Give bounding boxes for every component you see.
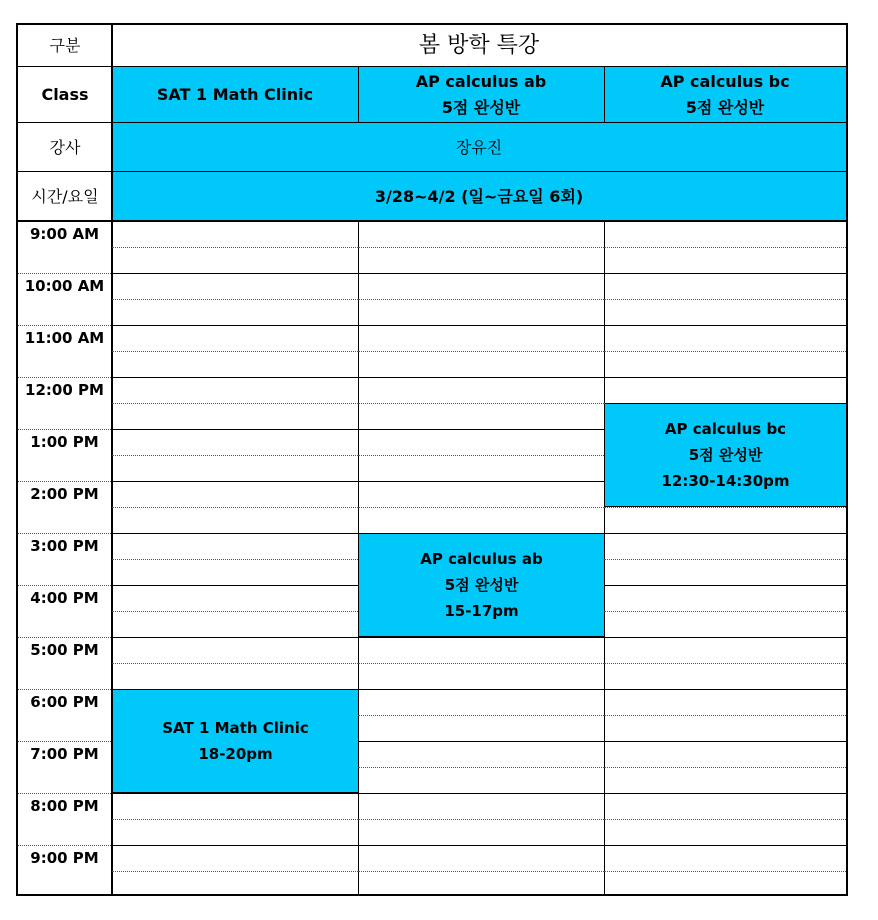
page-title: 봄 방학 특강 xyxy=(418,33,540,58)
half-hour-line xyxy=(112,663,358,664)
header-row-divider xyxy=(18,66,846,67)
event-text: AP calculus bc xyxy=(664,420,787,438)
half-hour-line xyxy=(604,819,846,820)
time-label: 9:00 PM xyxy=(30,849,99,867)
hour-line xyxy=(604,637,846,638)
half-hour-line xyxy=(604,299,846,300)
event-text: 15-17pm xyxy=(444,602,519,620)
instructor-label-cell xyxy=(18,123,112,172)
time-grid xyxy=(18,221,846,894)
class-name-calc-ab: AP calculus ab xyxy=(415,72,547,91)
hour-line xyxy=(112,481,358,482)
half-hour-line xyxy=(358,819,604,820)
time-label: 2:00 PM xyxy=(30,485,99,503)
instructor-name-cell xyxy=(112,123,846,172)
half-hour-line xyxy=(358,403,604,404)
schedule-cell xyxy=(112,172,846,221)
hour-line xyxy=(358,793,604,794)
event-text: SAT 1 Math Clinic xyxy=(162,719,309,737)
hour-line xyxy=(604,741,846,742)
time-label: 1:00 PM xyxy=(30,433,99,451)
label-column-divider xyxy=(111,25,113,221)
hour-line xyxy=(112,273,358,274)
schedule-dates: 3/28~4/2 (일~금요일 6회) xyxy=(374,186,584,206)
half-hour-line xyxy=(112,819,358,820)
timetable xyxy=(16,23,848,896)
half-hour-line xyxy=(358,351,604,352)
time-label: 7:00 PM xyxy=(30,745,99,763)
half-hour-line xyxy=(604,247,846,248)
half-hour-line xyxy=(112,611,358,612)
time-label: 9:00 AM xyxy=(29,225,100,243)
half-hour-line xyxy=(604,351,846,352)
hour-line xyxy=(112,793,358,794)
hour-line xyxy=(358,481,604,482)
half-hour-line xyxy=(604,767,846,768)
class-subtitle-calc-ab: 5점 완성반 xyxy=(441,98,521,117)
half-hour-line xyxy=(112,455,358,456)
half-hour-line xyxy=(604,871,846,872)
title-cell xyxy=(112,25,846,67)
class-event-block xyxy=(605,403,846,507)
event-text: AP calculus ab xyxy=(420,550,543,568)
class-name-sat: SAT 1 Math Clinic xyxy=(156,85,314,104)
class-label-cell xyxy=(18,67,112,123)
instructor-label: 강사 xyxy=(49,137,81,157)
class-header-sat xyxy=(112,67,358,123)
class-header-calc-bc xyxy=(604,67,846,123)
hour-line xyxy=(358,637,604,638)
half-hour-line xyxy=(604,715,846,716)
category-label: 구분 xyxy=(49,36,81,55)
time-label: 6:00 PM xyxy=(30,693,99,711)
half-hour-line xyxy=(358,507,604,508)
hour-line xyxy=(604,325,846,326)
half-hour-line xyxy=(604,663,846,664)
hour-line xyxy=(112,585,358,586)
hour-line xyxy=(604,689,846,690)
half-hour-line xyxy=(358,455,604,456)
half-hour-line xyxy=(112,247,358,248)
time-label: 4:00 PM xyxy=(30,589,99,607)
instructor-name: 장유진 xyxy=(455,137,503,157)
hour-line xyxy=(604,585,846,586)
hour-line xyxy=(358,741,604,742)
time-day-label: 시간/요일 xyxy=(31,186,99,206)
hour-line xyxy=(604,793,846,794)
class-header-calc-ab xyxy=(358,67,604,123)
class-column-divider xyxy=(358,67,359,123)
hour-line xyxy=(112,845,358,846)
class-event-block xyxy=(113,689,358,793)
event-text: 5점 완성반 xyxy=(444,576,519,594)
header-row-divider xyxy=(18,122,846,123)
hour-line xyxy=(358,845,604,846)
hour-line xyxy=(358,429,604,430)
half-hour-line xyxy=(358,663,604,664)
time-label: 12:00 PM xyxy=(25,381,104,399)
class-label: Class xyxy=(41,85,89,104)
hour-line xyxy=(604,845,846,846)
hour-line xyxy=(604,377,846,378)
event-text: 18-20pm xyxy=(198,745,273,763)
hour-line xyxy=(604,533,846,534)
class-event-block xyxy=(359,533,604,637)
half-hour-line xyxy=(358,299,604,300)
time-label: 11:00 AM xyxy=(24,329,105,347)
half-hour-line xyxy=(112,559,358,560)
half-hour-line xyxy=(358,871,604,872)
hour-line xyxy=(358,377,604,378)
half-hour-line xyxy=(112,351,358,352)
class-column-divider xyxy=(604,67,605,123)
hour-line xyxy=(112,429,358,430)
category-label-cell xyxy=(18,25,112,67)
half-hour-line xyxy=(358,715,604,716)
half-hour-line xyxy=(112,403,358,404)
hour-line xyxy=(112,325,358,326)
class-subtitle-calc-bc: 5점 완성반 xyxy=(685,98,765,117)
time-label: 3:00 PM xyxy=(30,537,99,555)
half-hour-line xyxy=(112,299,358,300)
event-text: 12:30-14:30pm xyxy=(661,472,790,490)
hour-line xyxy=(112,533,358,534)
half-hour-line xyxy=(112,507,358,508)
half-hour-line xyxy=(112,871,358,872)
header-row-divider xyxy=(18,171,846,172)
hour-line xyxy=(358,689,604,690)
time-label: 8:00 PM xyxy=(30,797,99,815)
hour-line xyxy=(112,377,358,378)
hour-line xyxy=(112,637,358,638)
half-hour-line xyxy=(604,559,846,560)
hour-line xyxy=(358,325,604,326)
hour-line xyxy=(604,273,846,274)
half-hour-line xyxy=(604,611,846,612)
time-label: 10:00 AM xyxy=(24,277,105,295)
event-text: 5점 완성반 xyxy=(688,446,763,464)
header-row-divider xyxy=(18,220,846,222)
class-name-calc-bc: AP calculus bc xyxy=(660,72,790,91)
half-hour-line xyxy=(604,507,846,508)
half-hour-line xyxy=(358,247,604,248)
time-day-label-cell xyxy=(18,172,112,221)
half-hour-line xyxy=(358,767,604,768)
time-label: 5:00 PM xyxy=(30,641,99,659)
hour-line xyxy=(358,273,604,274)
